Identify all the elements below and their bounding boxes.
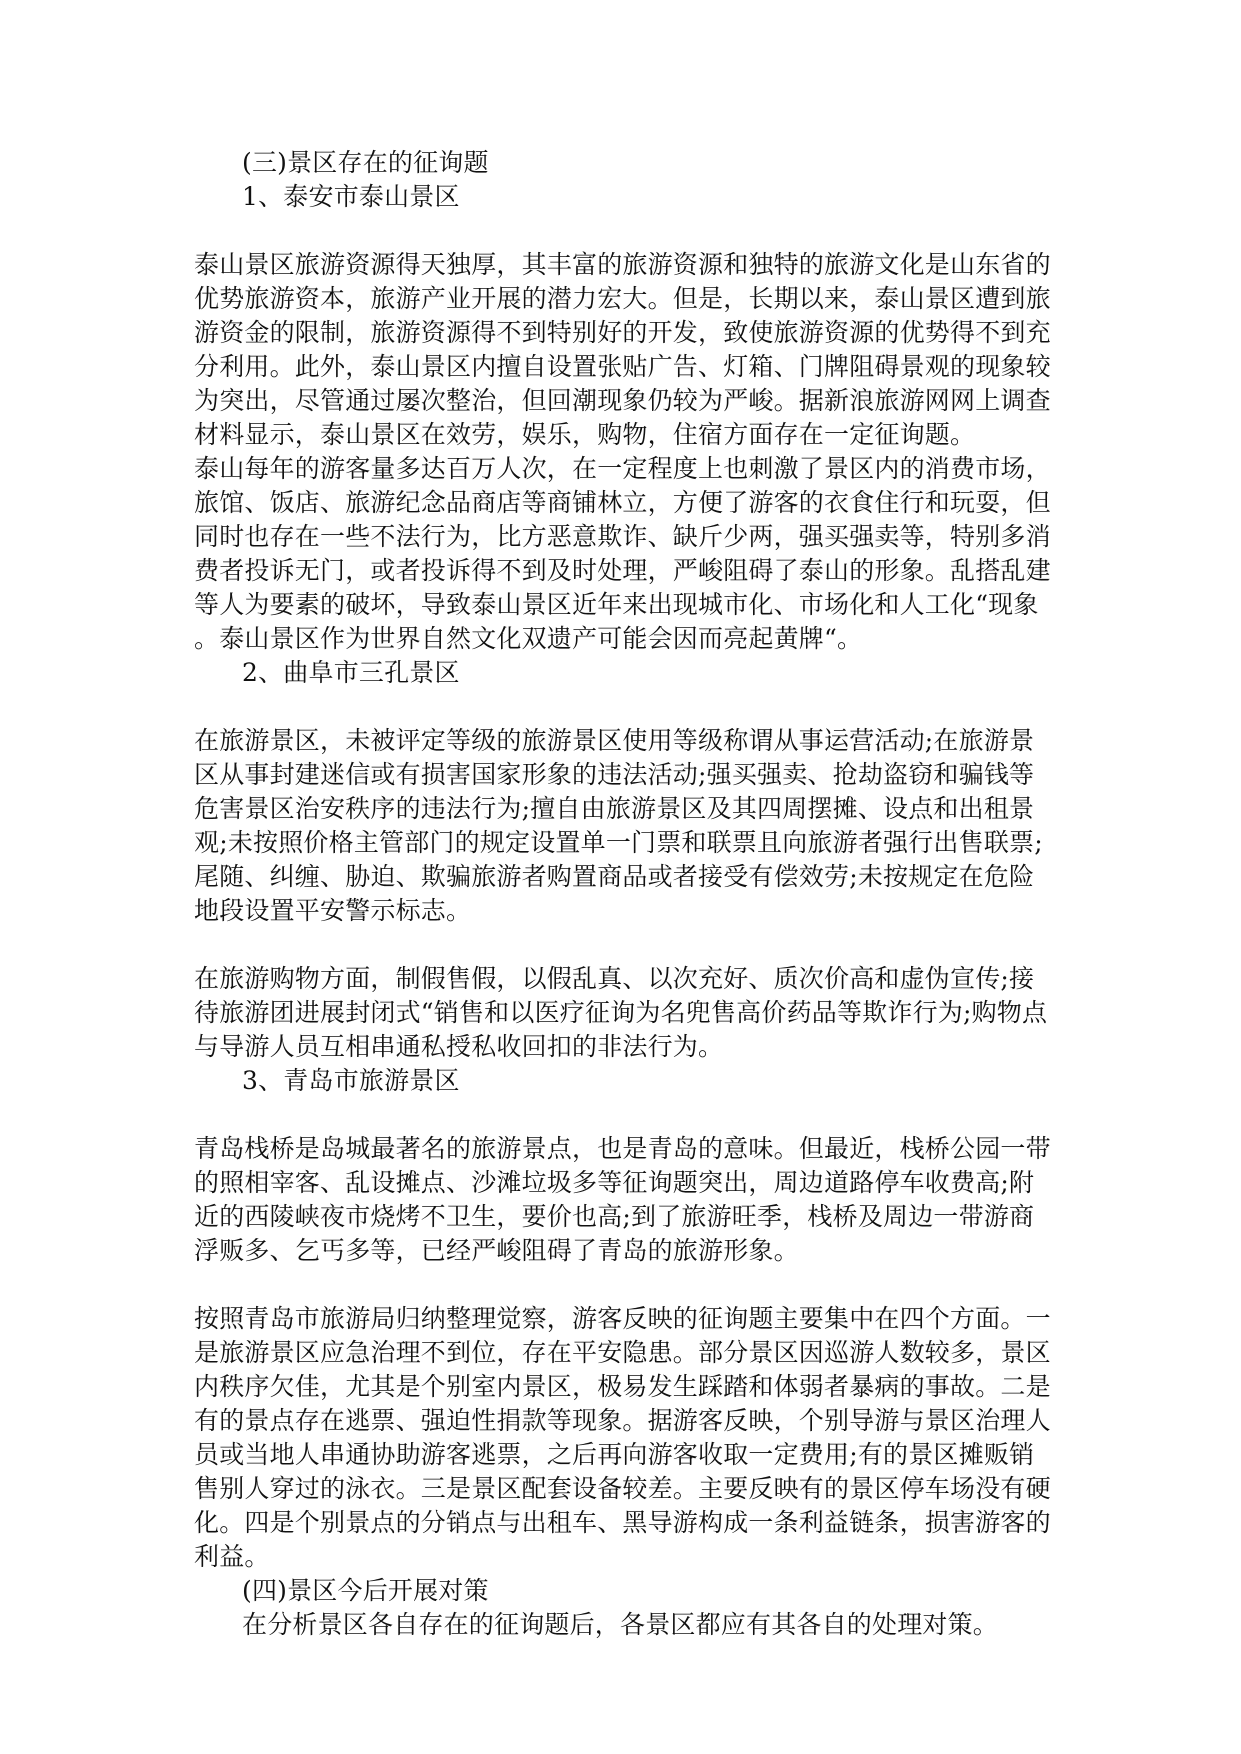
subheading-qingdao: 3、青岛市旅游景区 bbox=[242, 1066, 460, 1095]
text-line: 按照青岛市旅游局归纳整理觉察，游客反映的征询题主要集中在四个方面。一 bbox=[194, 1304, 1051, 1333]
text-line: 员或当地人串通协助游客逃票，之后再向游客收取一定费用;有的景区摊贩销 bbox=[194, 1440, 1035, 1469]
text-line: 地段设置平安警示标志。 bbox=[194, 896, 472, 925]
section-heading-four: (四)景区今后开展对策 bbox=[242, 1576, 489, 1605]
text-line: 。泰山景区作为世界自然文化双遗产可能会因而亮起黄牌“。 bbox=[194, 624, 863, 653]
text-line: 费者投诉无门，或者投诉得不到及时处理，严峻阻碍了泰山的形象。乱搭乱建 bbox=[194, 556, 1051, 585]
text-line: 是旅游景区应急治理不到位，存在平安隐患。部分景区因巡游人数较多，景区 bbox=[194, 1338, 1051, 1367]
text-line: 尾随、纠缠、胁迫、欺骗旅游者购置商品或者接受有偿效劳;未按规定在危险 bbox=[194, 862, 1035, 891]
text-line: 同时也存在一些不法行为，比方恶意欺诈、缺斤少两，强买强卖等，特别多消 bbox=[194, 522, 1051, 551]
text-line: 泰山景区旅游资源得天独厚，其丰富的旅游资源和独特的旅游文化是山东省的 bbox=[194, 250, 1051, 279]
text-line: 区从事封建迷信或有损害国家形象的违法活动;强买强卖、抢劫盗窃和骗钱等 bbox=[194, 760, 1035, 789]
text-line: 利益。 bbox=[194, 1542, 270, 1571]
text-line: 等人为要素的破坏，导致泰山景区近年来出现城市化、市场化和人工化“现象 bbox=[194, 590, 1039, 619]
paragraph-qingdao-issues bbox=[194, 1302, 1051, 1574]
text-line: 近的西陵峡夜市烧烤不卫生，要价也高;到了旅游旺季，栈桥及周边一带游商 bbox=[194, 1202, 1035, 1231]
section-heading-three: (三)景区存在的征询题 bbox=[242, 148, 489, 177]
text-line: 的照相宰客、乱设摊点、沙滩垃圾多等征询题突出，周边道路停车收费高;附 bbox=[194, 1168, 1035, 1197]
text-line: 有的景点存在逃票、强迫性捐款等现象。据游客反映，个别导游与景区治理人 bbox=[194, 1406, 1051, 1435]
text-line: 泰山每年的游客量多达百万人次，在一定程度上也刺激了景区内的消费市场， bbox=[194, 454, 1051, 483]
text-line: 在旅游景区，未被评定等级的旅游景区使用等级称谓从事运营活动;在旅游景 bbox=[194, 726, 1035, 755]
text-line: 分利用。此外，泰山景区内擅自设置张贴广告、灯箱、门牌阻碍景观的现象较 bbox=[194, 352, 1051, 381]
text-line: 与导游人员互相串通私授私收回扣的非法行为。 bbox=[194, 1032, 724, 1061]
text-line: 游资金的限制，旅游资源得不到特别好的开发，致使旅游资源的优势得不到充 bbox=[194, 318, 1051, 347]
text-line: 材料显示，泰山景区在效劳，娱乐，购物，住宿方面存在一定征询题。 bbox=[194, 420, 976, 449]
document-page bbox=[194, 146, 1051, 1642]
blank-line bbox=[194, 1098, 1047, 1132]
text-line: 化。四是个别景点的分销点与出租车、黑导游构成一条利益链条，损害游客的 bbox=[194, 1508, 1051, 1537]
subheading-taishan: 1、泰安市泰山景区 bbox=[242, 182, 460, 211]
closing-paragraph: 在分析景区各自存在的征询题后，各景区都应有其各自的处理对策。 bbox=[242, 1610, 999, 1639]
text-line: 售别人穿过的泳衣。三是景区配套设备较差。主要反映有的景区停车场没有硬 bbox=[194, 1474, 1051, 1503]
text-line: 在旅游购物方面，制假售假，以假乱真、以次充好、质次价高和虚伪宣传;接 bbox=[194, 964, 1035, 993]
paragraph-qufu-violations bbox=[194, 724, 1047, 928]
paragraph-qingdao-zhanqiao bbox=[194, 1132, 1051, 1268]
text-line: 待旅游团进展封闭式“销售和以医疗征询为名兜售高价药品等欺诈行为;购物点 bbox=[194, 998, 1048, 1027]
text-line: 内秩序欠佳，尤其是个别室内景区，极易发生踩踏和体弱者暴病的事故。二是 bbox=[194, 1372, 1051, 1401]
text-line: 观;未按照价格主管部门的规定设置单一门票和联票且向旅游者强行出售联票; bbox=[194, 828, 1043, 857]
blank-line bbox=[194, 1268, 1047, 1302]
blank-line bbox=[194, 928, 1047, 962]
text-line: 危害景区治安秩序的违法行为;擅自由旅游景区及其四周摆摊、设点和出租景 bbox=[194, 794, 1035, 823]
blank-line bbox=[194, 690, 1047, 724]
text-line: 为突出，尽管通过屡次整治，但回潮现象仍较为严峻。据新浪旅游网网上调查 bbox=[194, 386, 1051, 415]
paragraph-taishan bbox=[194, 248, 1051, 656]
text-line: 优势旅游资本，旅游产业开展的潜力宏大。但是，长期以来，泰山景区遭到旅 bbox=[194, 284, 1051, 313]
subheading-qufu: 2、曲阜市三孔景区 bbox=[242, 658, 460, 687]
blank-line bbox=[194, 214, 1047, 248]
text-line: 旅馆、饭店、旅游纪念品商店等商铺林立，方便了游客的衣食住行和玩耍，但 bbox=[194, 488, 1051, 517]
text-line: 浮贩多、乞丐多等，已经严峻阻碍了青岛的旅游形象。 bbox=[194, 1236, 799, 1265]
text-line: 青岛栈桥是岛城最著名的旅游景点，也是青岛的意味。但最近，栈桥公园一带 bbox=[194, 1134, 1051, 1163]
paragraph-qufu-shopping bbox=[194, 962, 1047, 1064]
